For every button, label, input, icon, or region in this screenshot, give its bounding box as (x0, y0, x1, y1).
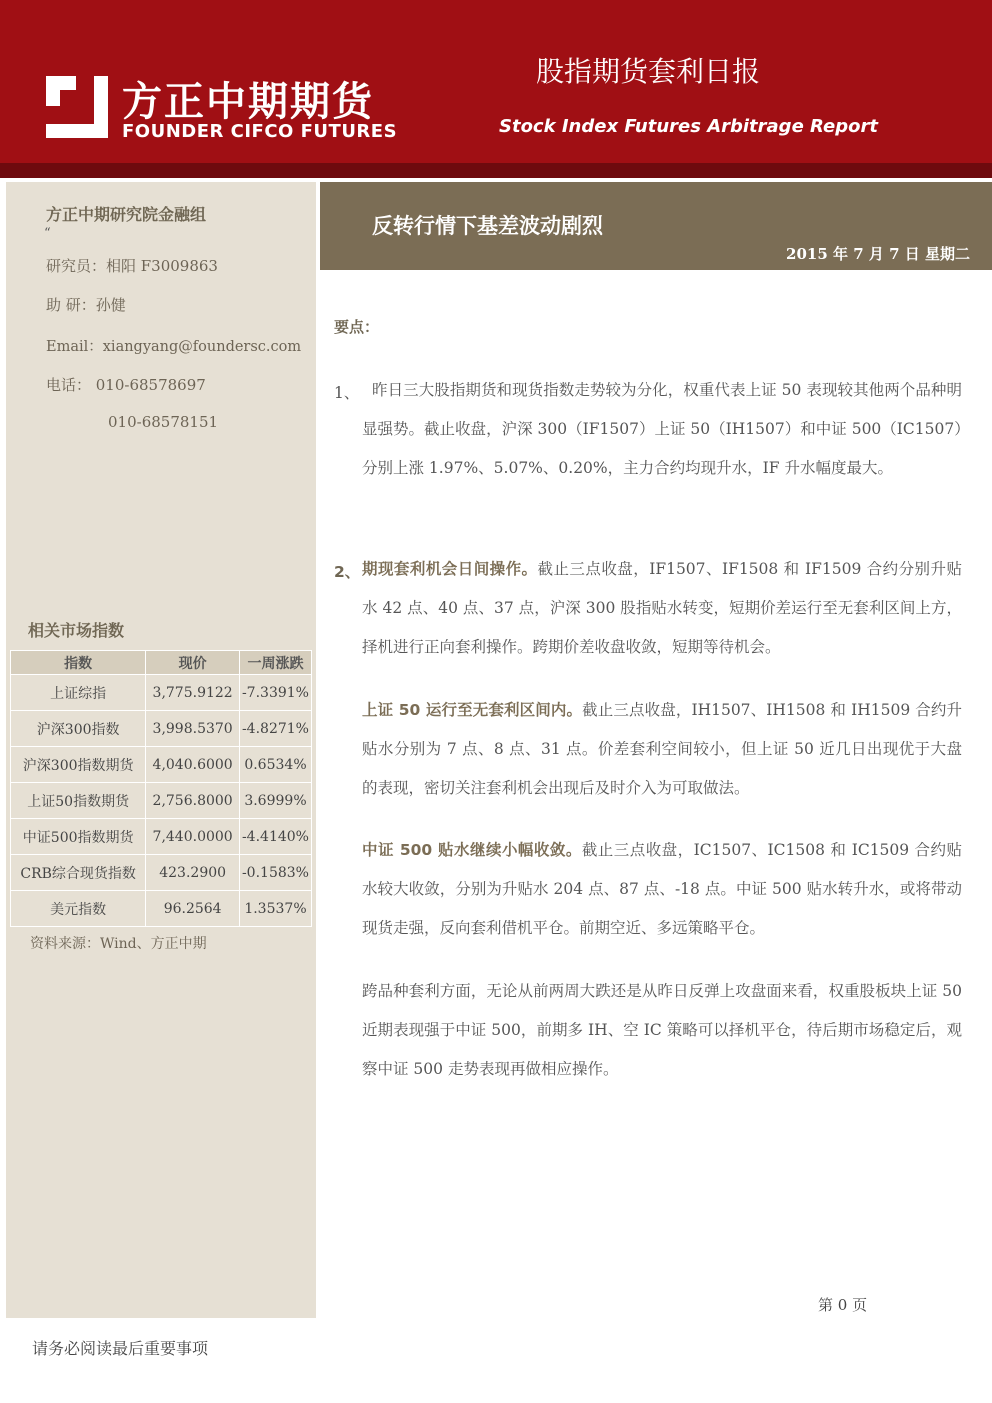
market-index-title: 相关市场指数 (28, 621, 125, 640)
index-price: 4,040.6000 (146, 747, 240, 783)
table-row (11, 747, 312, 783)
index-change: -7.3391% (239, 675, 311, 711)
point-3-heading: 上证 50 运行至无套利区间内。 (362, 701, 583, 719)
point-3-paragraph (362, 691, 962, 808)
index-price: 7,440.0000 (146, 819, 240, 855)
founder-logo-icon (46, 76, 108, 138)
headline: 反转行情下基差波动剧烈 (372, 214, 603, 238)
index-price: 423.2900 (146, 855, 240, 891)
index-price: 3,998.5370 (146, 711, 240, 747)
phone-line-2: 010-68578151 (108, 413, 219, 431)
point-2-paragraph (362, 550, 962, 667)
index-change: -4.8271% (239, 711, 311, 747)
table-row (11, 855, 312, 891)
point-5-paragraph: 跨品种套利方面，无论从前两周大跌还是从昨日反弹上攻盘面来看，权重股板块上证 50 近期表现强于中证 500，前期多 IH、空 IC 策略可以择机平仓，待后期市场稳定后，观察中证 500 走势表现再做相应操作。 (362, 982, 962, 1078)
index-price: 2,756.8000 (146, 783, 240, 819)
research-org: 方正中期研究院金融组 (46, 205, 207, 224)
index-change: -0.1583% (239, 855, 311, 891)
point-2-heading: 期现套利机会日间操作。 (362, 560, 538, 578)
column-header: 一周涨跌 (239, 651, 311, 675)
index-name: 上证50指数期货 (11, 783, 146, 819)
page-number: 第 0 页 (818, 1296, 868, 1314)
header-shadow (0, 163, 992, 178)
data-source: 资料来源：Wind、方正中期 (30, 936, 207, 952)
market-index-table (10, 650, 312, 927)
index-change: -4.4140% (239, 819, 311, 855)
report-title-chinese: 股指期货套利日报 (536, 55, 761, 88)
index-change: 3.6999% (239, 783, 311, 819)
index-price: 96.2564 (146, 891, 240, 927)
report-title-english: Stock Index Futures Arbitrage Report (499, 116, 878, 137)
quote-mark: “ (44, 226, 51, 241)
assistant-line: 助 研：孙健 (46, 296, 126, 314)
point-4-heading: 中证 500 贴水继续小幅收敛。 (362, 841, 582, 859)
point-3-text: 截止三点收盘，IH1507、IH1508 和 IH1509 合约升贴水分别为 7 点、8 点、31 点。价差套利空间较小，但上证 50 近几日出现优于大盘的表现，密切关注套利机会出现后及时介入为可取做法。 (362, 701, 962, 797)
email-line: Email：xiangyang@foundersc.com (46, 339, 302, 355)
table-row (11, 819, 312, 855)
point-1-paragraph: 昨日三大股指期货和现货指数走势较为分化，权重代表上证 50 表现较其他两个品种明显强势。截止收盘，沪深 300（IF1507）上证 50（IH1507）和中证 500（IC1507）分别上涨 1.97%、5.07%、0.20%，主力合约均现升水，IF 升水幅度最大。 (362, 381, 962, 477)
index-name: 中证500指数期货 (11, 819, 146, 855)
table-row (11, 891, 312, 927)
column-header: 指数 (11, 651, 146, 675)
table-row (11, 783, 312, 819)
point-4-text: 截止三点收盘，IC1507、IC1508 和 IC1509 合约贴水较大收敛，分别为升贴水 204 点、87 点、-18 点。中证 500 贴水转升水，或将带动现货走强，反向套利借机平仓。前期空近、多远策略平仓。 (362, 841, 962, 937)
index-name: 沪深300指数期货 (11, 747, 146, 783)
researcher-line: 研究员：相阳 F3009863 (46, 257, 218, 275)
index-name: 美元指数 (11, 891, 146, 927)
index-name: 上证综指 (11, 675, 146, 711)
index-change: 1.3537% (239, 891, 311, 927)
disclaimer-note: 请务必阅读最后重要事项 (32, 1339, 209, 1358)
logo-english-name: FOUNDER CIFCO FUTURES (122, 121, 398, 142)
report-date: 2015 年 7 月 7 日 星期二 (786, 245, 970, 263)
logo-chinese-name: 方正中期期货 (122, 79, 374, 125)
table-header-row (11, 651, 312, 675)
key-points-heading: 要点： (334, 318, 380, 336)
index-name: CRB综合现货指数 (11, 855, 146, 891)
index-price: 3,775.9122 (146, 675, 240, 711)
index-name: 沪深300指数 (11, 711, 146, 747)
index-change: 0.6534% (239, 747, 311, 783)
column-header: 现价 (146, 651, 240, 675)
point-number-1: 1、 (334, 384, 360, 402)
table-row (11, 711, 312, 747)
point-2-text: 截止三点收盘，IF1507、IF1508 和 IF1509 合约分别升贴水 42 点、40 点、37 点，沪深 300 股指贴水转变，短期价差运行至无套利区间上方，择机进行正向套利操作。跨期价差收盘收敛，短期等待机会。 (362, 560, 962, 656)
point-4-paragraph (362, 831, 962, 948)
table-row (11, 675, 312, 711)
point-number-2: 2、 (334, 563, 361, 581)
phone-line-1: 电话： 010-68578697 (46, 376, 206, 394)
